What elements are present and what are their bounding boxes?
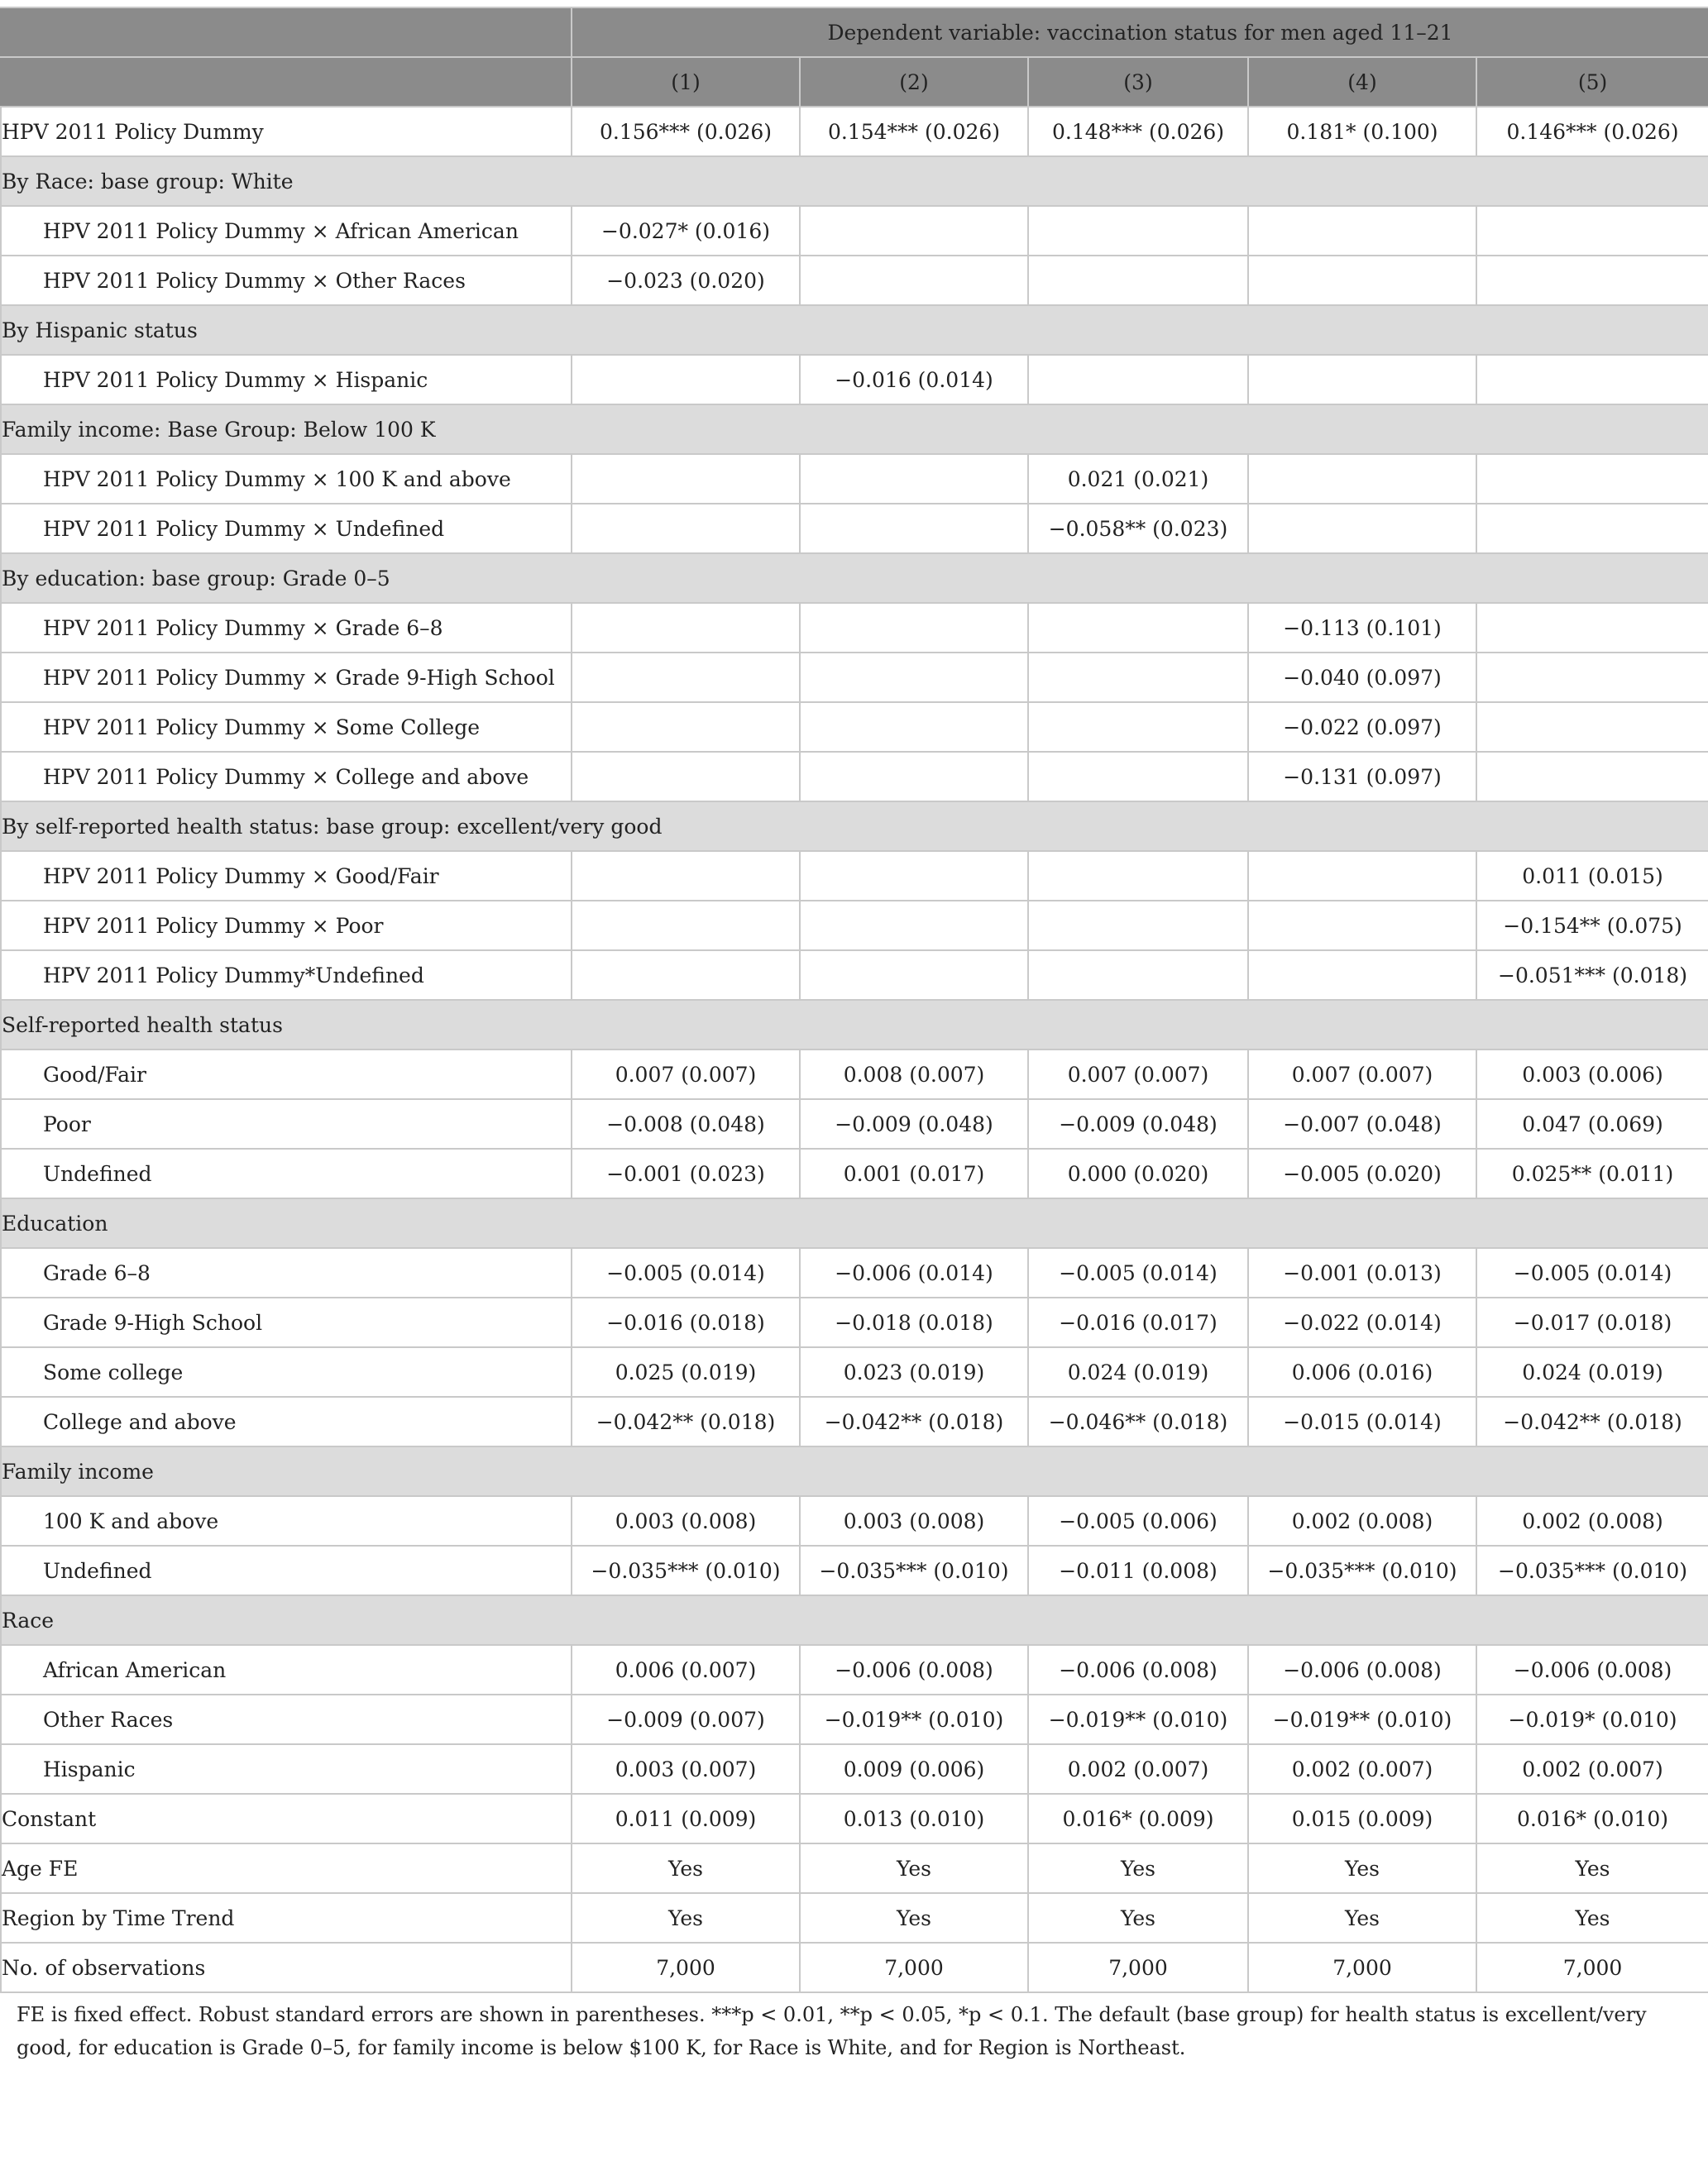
column-header: (2)	[800, 57, 1028, 107]
column-header: (5)	[1476, 57, 1708, 107]
row-label: 100 K and above	[1, 1496, 572, 1546]
coefficient-cell: 7,000	[1476, 1943, 1708, 1992]
row-label: HPV 2011 Policy Dummy*Undefined	[1, 950, 572, 1000]
coefficient-cell: 0.002 (0.008)	[1476, 1496, 1708, 1546]
coefficient-cell: −0.001 (0.023)	[572, 1149, 800, 1198]
table-row	[1, 702, 1708, 752]
coefficient-cell: Yes	[572, 1893, 800, 1943]
row-label: HPV 2011 Policy Dummy × Undefined	[1, 504, 572, 553]
coefficient-cell	[1248, 504, 1476, 553]
table-row	[1, 1744, 1708, 1794]
row-label: Grade 6–8	[1, 1248, 572, 1298]
row-label: HPV 2011 Policy Dummy × Other Races	[1, 256, 572, 305]
table-row	[1, 603, 1708, 653]
column-header: (4)	[1248, 57, 1476, 107]
coefficient-cell	[1248, 901, 1476, 950]
table-row	[1, 851, 1708, 901]
coefficient-cell: 0.003 (0.008)	[572, 1496, 800, 1546]
table-row	[1, 1943, 1708, 1992]
row-label: Other Races	[1, 1695, 572, 1744]
row-label: Constant	[1, 1794, 572, 1843]
row-label: No. of observations	[1, 1943, 572, 1992]
table-row	[1, 950, 1708, 1000]
coefficient-cell: 0.007 (0.007)	[1028, 1050, 1248, 1099]
coefficient-cell: −0.042** (0.018)	[1476, 1397, 1708, 1446]
coefficient-cell: Yes	[572, 1843, 800, 1893]
coefficient-cell: −0.042** (0.018)	[800, 1397, 1028, 1446]
coefficient-cell: −0.001 (0.013)	[1248, 1248, 1476, 1298]
table-row	[1, 454, 1708, 504]
coefficient-cell: Yes	[1028, 1893, 1248, 1943]
coefficient-cell: −0.022 (0.097)	[1248, 702, 1476, 752]
table-row	[1, 1893, 1708, 1943]
row-label: Undefined	[1, 1149, 572, 1198]
coefficient-cell: 0.016* (0.010)	[1476, 1794, 1708, 1843]
coefficient-cell	[1476, 603, 1708, 653]
section-label: Family income: Base Group: Below 100 K	[1, 404, 1708, 454]
coefficient-cell: 0.148*** (0.026)	[1028, 107, 1248, 156]
coefficient-cell: 0.146*** (0.026)	[1476, 107, 1708, 156]
table-row	[1, 1645, 1708, 1695]
coefficient-cell	[572, 504, 800, 553]
coefficient-cell: −0.016 (0.018)	[572, 1298, 800, 1347]
coefficient-cell: −0.015 (0.014)	[1248, 1397, 1476, 1446]
coefficient-cell	[1248, 851, 1476, 901]
coefficient-cell: Yes	[1028, 1843, 1248, 1893]
coefficient-cell: Yes	[1476, 1893, 1708, 1943]
coefficient-cell: 0.047 (0.069)	[1476, 1099, 1708, 1149]
section-label: Race	[1, 1595, 1708, 1645]
coefficient-cell	[800, 504, 1028, 553]
section-header-row	[1, 1000, 1708, 1050]
coefficient-cell: 0.024 (0.019)	[1028, 1347, 1248, 1397]
coefficient-cell: −0.018 (0.018)	[800, 1298, 1028, 1347]
coefficient-cell: 0.002 (0.008)	[1248, 1496, 1476, 1546]
table-row	[1, 1843, 1708, 1893]
table-row	[1, 1695, 1708, 1744]
row-label: College and above	[1, 1397, 572, 1446]
coefficient-cell	[572, 653, 800, 702]
table-row	[1, 901, 1708, 950]
coefficient-cell: 0.002 (0.007)	[1248, 1744, 1476, 1794]
table-row	[1, 1794, 1708, 1843]
table-row	[1, 1347, 1708, 1397]
coefficient-cell: −0.009 (0.048)	[800, 1099, 1028, 1149]
row-label: African American	[1, 1645, 572, 1695]
row-label: HPV 2011 Policy Dummy × Good/Fair	[1, 851, 572, 901]
table-row	[1, 1546, 1708, 1595]
section-header-row	[1, 801, 1708, 851]
coefficient-cell: 7,000	[1248, 1943, 1476, 1992]
table-row	[1, 206, 1708, 256]
coefficient-cell	[572, 752, 800, 801]
header-columns-row	[1, 57, 1708, 107]
coefficient-cell	[800, 752, 1028, 801]
coefficient-cell	[1028, 950, 1248, 1000]
row-label: Good/Fair	[1, 1050, 572, 1099]
header-title-row	[1, 7, 1708, 57]
table-footnote: FE is fixed effect. Robust standard errors are shown in parentheses. ***p < 0.01, **p < 0.05, *p < 0.1. The default (base group) for health status is excellent/very good, for education is Grade 0–5, for family income is below $100 K, for Race is White, and for Region is Northeast.	[17, 2003, 1647, 2059]
coefficient-cell: −0.027* (0.016)	[572, 206, 800, 256]
coefficient-cell: −0.131 (0.097)	[1248, 752, 1476, 801]
coefficient-cell: Yes	[800, 1843, 1028, 1893]
section-label: By education: base group: Grade 0–5	[1, 553, 1708, 603]
table-row	[1, 1099, 1708, 1149]
coefficient-cell: 0.016* (0.009)	[1028, 1794, 1248, 1843]
coefficient-cell	[1248, 355, 1476, 404]
coefficient-cell	[572, 901, 800, 950]
coefficient-cell	[1476, 504, 1708, 553]
row-label: HPV 2011 Policy Dummy × 100 K and above	[1, 454, 572, 504]
coefficient-cell: −0.017 (0.018)	[1476, 1298, 1708, 1347]
coefficient-cell: 0.015 (0.009)	[1248, 1794, 1476, 1843]
coefficient-cell: 0.006 (0.016)	[1248, 1347, 1476, 1397]
coefficient-cell	[572, 950, 800, 1000]
coefficient-cell: Yes	[1248, 1893, 1476, 1943]
coefficient-cell: Yes	[800, 1893, 1028, 1943]
coefficient-cell: 0.007 (0.007)	[572, 1050, 800, 1099]
coefficient-cell: −0.007 (0.048)	[1248, 1099, 1476, 1149]
coefficient-cell	[1028, 901, 1248, 950]
coefficient-cell: −0.019* (0.010)	[1476, 1695, 1708, 1744]
coefficient-cell: 0.025** (0.011)	[1476, 1149, 1708, 1198]
coefficient-cell: −0.040 (0.097)	[1248, 653, 1476, 702]
coefficient-cell: −0.042** (0.018)	[572, 1397, 800, 1446]
coefficient-cell: 0.001 (0.017)	[800, 1149, 1028, 1198]
section-header-row	[1, 305, 1708, 355]
coefficient-cell: −0.046** (0.018)	[1028, 1397, 1248, 1446]
coefficient-cell: 7,000	[800, 1943, 1028, 1992]
coefficient-cell	[1028, 752, 1248, 801]
row-label: HPV 2011 Policy Dummy × Some College	[1, 702, 572, 752]
row-label: HPV 2011 Policy Dummy × Hispanic	[1, 355, 572, 404]
coefficient-cell: 7,000	[572, 1943, 800, 1992]
coefficient-cell	[572, 603, 800, 653]
coefficient-cell	[1476, 752, 1708, 801]
table-row	[1, 107, 1708, 156]
header-blank-cell	[1, 7, 572, 57]
coefficient-cell: −0.016 (0.014)	[800, 355, 1028, 404]
coefficient-cell	[572, 851, 800, 901]
coefficient-cell	[1476, 355, 1708, 404]
coefficient-cell: 0.000 (0.020)	[1028, 1149, 1248, 1198]
row-label: HPV 2011 Policy Dummy × Grade 9-High School	[1, 653, 572, 702]
coefficient-cell	[1248, 206, 1476, 256]
coefficient-cell	[1028, 851, 1248, 901]
column-header: (1)	[572, 57, 800, 107]
row-label: Grade 9-High School	[1, 1298, 572, 1347]
coefficient-cell	[1028, 653, 1248, 702]
coefficient-cell	[800, 454, 1028, 504]
row-label: Hispanic	[1, 1744, 572, 1794]
row-label: Some college	[1, 1347, 572, 1397]
coefficient-cell: −0.006 (0.008)	[1248, 1645, 1476, 1695]
row-label: Undefined	[1, 1546, 572, 1595]
coefficient-cell: 0.007 (0.007)	[1248, 1050, 1476, 1099]
coefficient-cell: −0.005 (0.014)	[1476, 1248, 1708, 1298]
coefficient-cell: −0.016 (0.017)	[1028, 1298, 1248, 1347]
section-label: By self-reported health status: base group: excellent/very good	[1, 801, 1708, 851]
regression-table	[0, 7, 1708, 1993]
coefficient-cell	[1028, 206, 1248, 256]
coefficient-cell: −0.006 (0.008)	[800, 1645, 1028, 1695]
table-row	[1, 1248, 1708, 1298]
coefficient-cell	[572, 702, 800, 752]
coefficient-cell: 0.002 (0.007)	[1028, 1744, 1248, 1794]
coefficient-cell	[572, 454, 800, 504]
coefficient-cell	[800, 901, 1028, 950]
coefficient-cell	[800, 950, 1028, 1000]
coefficient-cell: 0.011 (0.009)	[572, 1794, 800, 1843]
row-label: HPV 2011 Policy Dummy	[1, 107, 572, 156]
coefficient-cell	[1028, 603, 1248, 653]
section-header-row	[1, 1595, 1708, 1645]
table-row	[1, 1397, 1708, 1446]
table-row	[1, 504, 1708, 553]
table-row	[1, 1298, 1708, 1347]
coefficient-cell: −0.035*** (0.010)	[800, 1546, 1028, 1595]
coefficient-cell: 0.023 (0.019)	[800, 1347, 1028, 1397]
coefficient-cell	[1476, 653, 1708, 702]
coefficient-cell: 0.021 (0.021)	[1028, 454, 1248, 504]
coefficient-cell: −0.006 (0.014)	[800, 1248, 1028, 1298]
coefficient-cell: 0.011 (0.015)	[1476, 851, 1708, 901]
coefficient-cell	[1476, 206, 1708, 256]
coefficient-cell: −0.006 (0.008)	[1476, 1645, 1708, 1695]
coefficient-cell: 0.003 (0.007)	[572, 1744, 800, 1794]
coefficient-cell: −0.005 (0.014)	[572, 1248, 800, 1298]
coefficient-cell: 0.008 (0.007)	[800, 1050, 1028, 1099]
coefficient-cell	[800, 851, 1028, 901]
coefficient-cell: 0.025 (0.019)	[572, 1347, 800, 1397]
coefficient-cell: −0.035*** (0.010)	[1248, 1546, 1476, 1595]
coefficient-cell	[1248, 950, 1476, 1000]
coefficient-cell: 0.003 (0.006)	[1476, 1050, 1708, 1099]
row-label: HPV 2011 Policy Dummy × African American	[1, 206, 572, 256]
coefficient-cell	[572, 355, 800, 404]
coefficient-cell	[800, 702, 1028, 752]
coefficient-cell: 0.024 (0.019)	[1476, 1347, 1708, 1397]
coefficient-cell: 0.009 (0.006)	[800, 1744, 1028, 1794]
row-label: Age FE	[1, 1843, 572, 1893]
table-row	[1, 752, 1708, 801]
coefficient-cell: Yes	[1476, 1843, 1708, 1893]
coefficient-cell	[1476, 454, 1708, 504]
coefficient-cell: 7,000	[1028, 1943, 1248, 1992]
coefficient-cell	[1248, 256, 1476, 305]
coefficient-cell: −0.035*** (0.010)	[572, 1546, 800, 1595]
coefficient-cell: −0.009 (0.007)	[572, 1695, 800, 1744]
coefficient-cell	[1028, 256, 1248, 305]
coefficient-cell: −0.009 (0.048)	[1028, 1099, 1248, 1149]
row-label: HPV 2011 Policy Dummy × College and above	[1, 752, 572, 801]
table-body	[1, 107, 1708, 1992]
row-label: HPV 2011 Policy Dummy × Grade 6–8	[1, 603, 572, 653]
coefficient-cell: 0.006 (0.007)	[572, 1645, 800, 1695]
section-header-row	[1, 156, 1708, 206]
coefficient-cell: −0.019** (0.010)	[800, 1695, 1028, 1744]
coefficient-cell: 0.002 (0.007)	[1476, 1744, 1708, 1794]
coefficient-cell: −0.023 (0.020)	[572, 256, 800, 305]
section-header-row	[1, 404, 1708, 454]
table-row	[1, 653, 1708, 702]
table-row	[1, 1050, 1708, 1099]
coefficient-cell: 0.181* (0.100)	[1248, 107, 1476, 156]
coefficient-cell: Yes	[1248, 1843, 1476, 1893]
coefficient-cell: −0.058** (0.023)	[1028, 504, 1248, 553]
section-label: By Race: base group: White	[1, 156, 1708, 206]
row-label: HPV 2011 Policy Dummy × Poor	[1, 901, 572, 950]
coefficient-cell: −0.005 (0.020)	[1248, 1149, 1476, 1198]
coefficient-cell: 0.154*** (0.026)	[800, 107, 1028, 156]
coefficient-cell	[800, 206, 1028, 256]
table-row	[1, 1496, 1708, 1546]
column-header: (3)	[1028, 57, 1248, 107]
coefficient-cell: −0.019** (0.010)	[1028, 1695, 1248, 1744]
coefficient-cell	[1476, 256, 1708, 305]
row-label: Region by Time Trend	[1, 1893, 572, 1943]
coefficient-cell	[1028, 702, 1248, 752]
coefficient-cell: 0.156*** (0.026)	[572, 107, 800, 156]
section-label: Family income	[1, 1446, 1708, 1496]
coefficient-cell	[1248, 454, 1476, 504]
coefficient-cell	[1028, 355, 1248, 404]
coefficient-cell: 0.003 (0.008)	[800, 1496, 1028, 1546]
header-blank-cell	[1, 57, 572, 107]
coefficient-cell: −0.005 (0.006)	[1028, 1496, 1248, 1546]
section-header-row	[1, 1198, 1708, 1248]
coefficient-cell: −0.022 (0.014)	[1248, 1298, 1476, 1347]
coefficient-cell	[1476, 702, 1708, 752]
section-header-row	[1, 1446, 1708, 1496]
dependent-variable-title: Dependent variable: vaccination status for men aged 11–21	[572, 7, 1708, 57]
table-row	[1, 1149, 1708, 1198]
coefficient-cell: −0.019** (0.010)	[1248, 1695, 1476, 1744]
table-row	[1, 256, 1708, 305]
coefficient-cell	[800, 256, 1028, 305]
section-label: Education	[1, 1198, 1708, 1248]
table-row	[1, 355, 1708, 404]
regression-table-container	[0, 7, 1708, 2064]
section-label: Self-reported health status	[1, 1000, 1708, 1050]
coefficient-cell: −0.051*** (0.018)	[1476, 950, 1708, 1000]
coefficient-cell: −0.006 (0.008)	[1028, 1645, 1248, 1695]
coefficient-cell: −0.011 (0.008)	[1028, 1546, 1248, 1595]
section-label: By Hispanic status	[1, 305, 1708, 355]
coefficient-cell	[800, 653, 1028, 702]
coefficient-cell: 0.013 (0.010)	[800, 1794, 1028, 1843]
section-header-row	[1, 553, 1708, 603]
coefficient-cell: −0.035*** (0.010)	[1476, 1546, 1708, 1595]
coefficient-cell: −0.113 (0.101)	[1248, 603, 1476, 653]
row-label: Poor	[1, 1099, 572, 1149]
coefficient-cell: −0.008 (0.048)	[572, 1099, 800, 1149]
coefficient-cell	[800, 603, 1028, 653]
coefficient-cell: −0.154** (0.075)	[1476, 901, 1708, 950]
coefficient-cell: −0.005 (0.014)	[1028, 1248, 1248, 1298]
